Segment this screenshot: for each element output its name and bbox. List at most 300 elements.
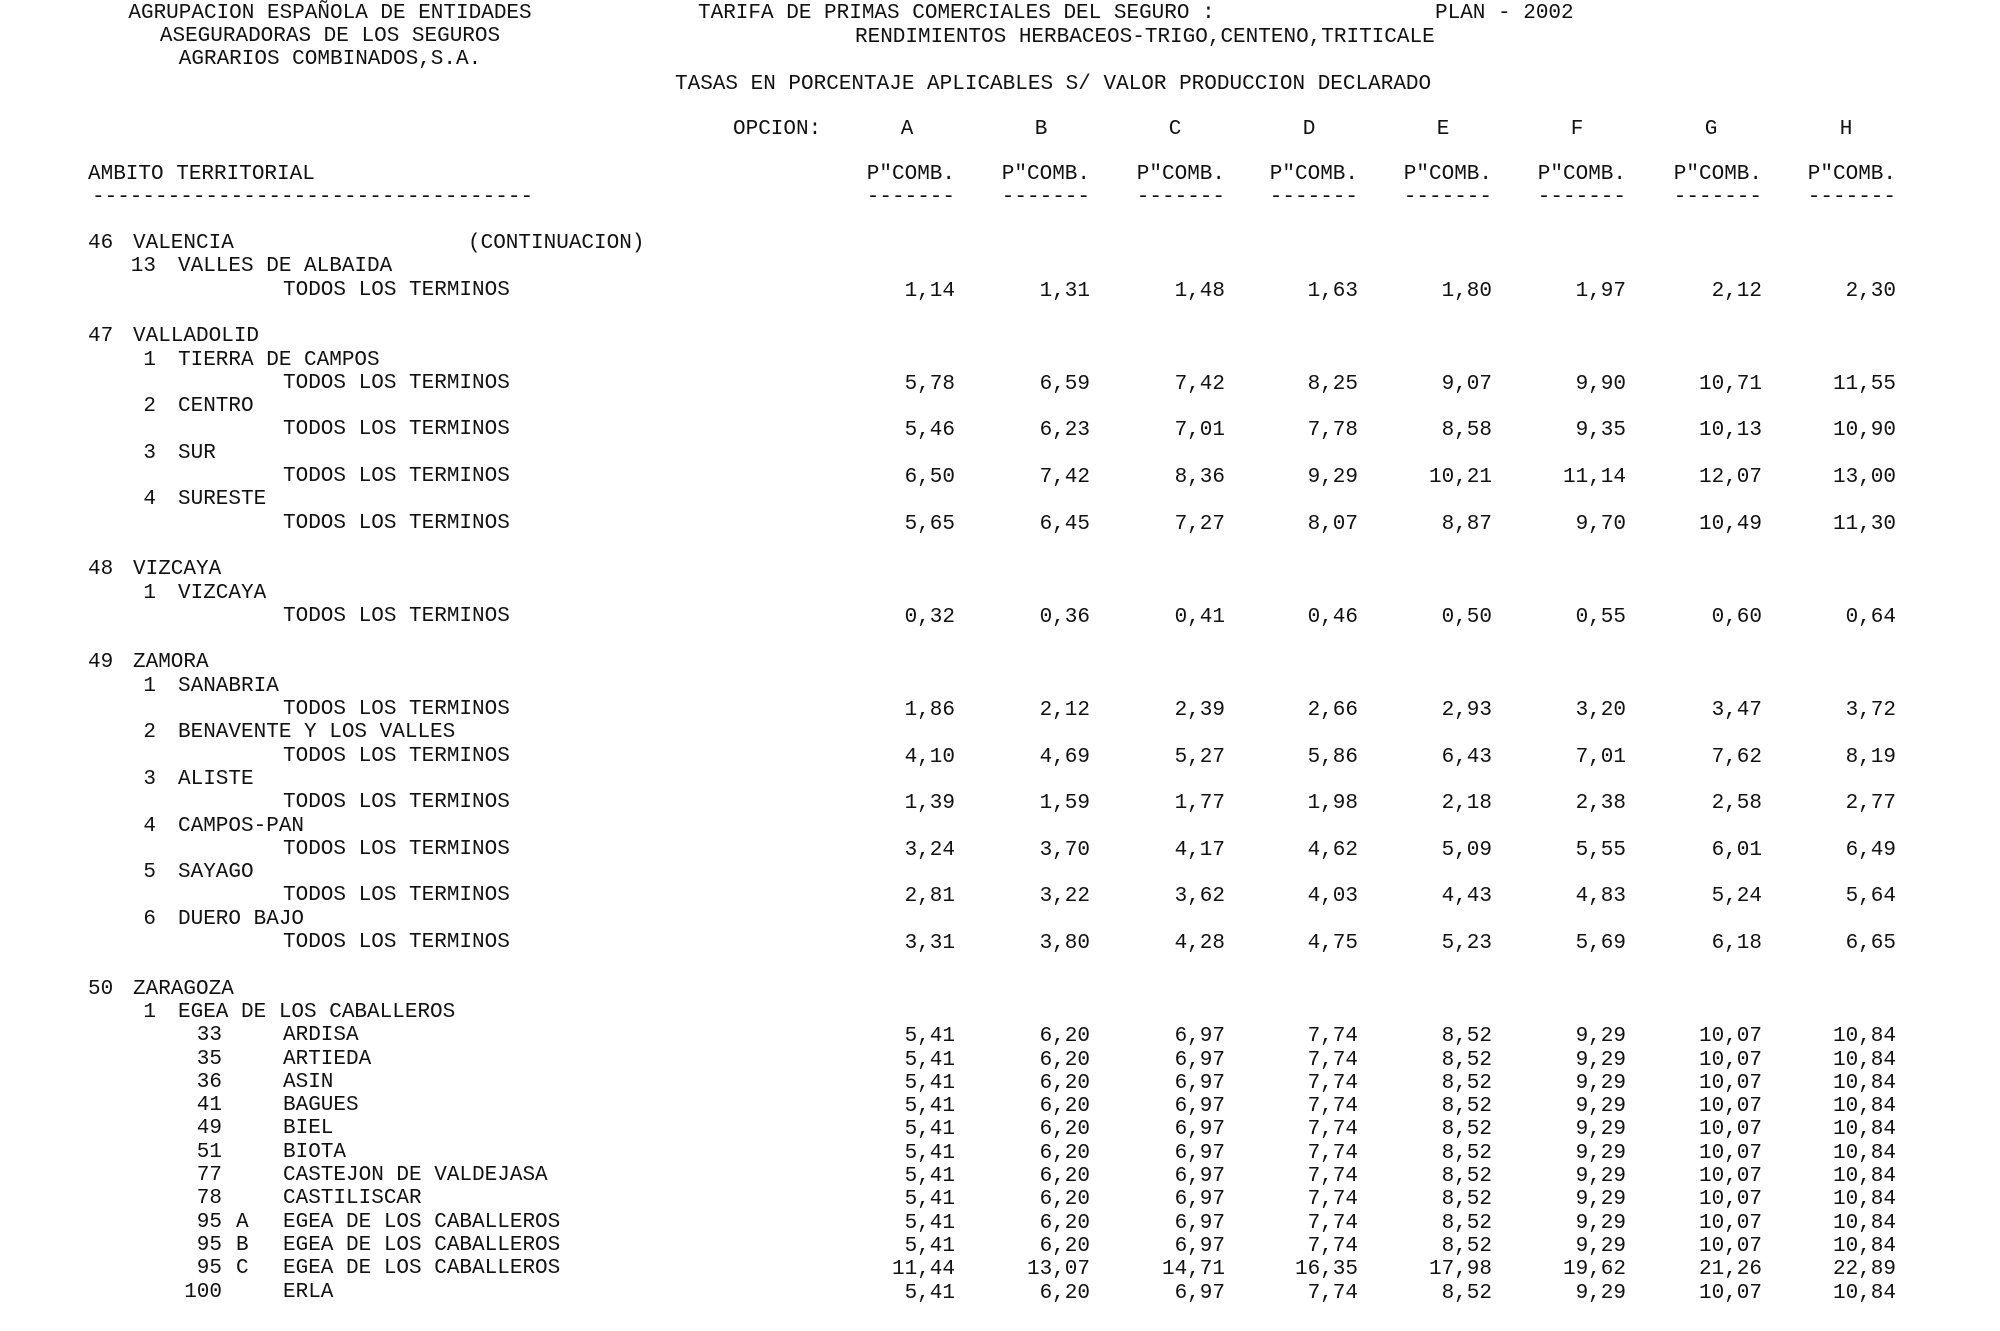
column-header: P"COMB. xyxy=(1136,163,1225,186)
rate-value-e: 8,52 xyxy=(1441,1071,1492,1095)
province-code: 46 xyxy=(88,232,114,255)
rate-value-c: 6,97 xyxy=(1174,1211,1225,1235)
rate-value-f: 9,29 xyxy=(1575,1118,1626,1142)
rate-value-b: 6,23 xyxy=(1039,419,1090,443)
rate-value-h: 2,77 xyxy=(1845,792,1896,816)
rate-value-b: 1,59 xyxy=(1039,792,1090,816)
province-name: VALENCIA xyxy=(133,232,234,255)
rate-value-f: 9,29 xyxy=(1575,1281,1626,1305)
comarca-code: 3 xyxy=(143,441,156,465)
rate-value-g: 10,07 xyxy=(1698,1025,1762,1049)
rate-value-b: 0,36 xyxy=(1039,605,1090,629)
rate-value-f: 7,01 xyxy=(1575,745,1626,769)
rate-value-c: 6,97 xyxy=(1174,1025,1225,1049)
rate-value-h: 5,64 xyxy=(1845,885,1896,909)
rate-value-e: 2,18 xyxy=(1441,792,1492,816)
rate-value-a: 1,39 xyxy=(904,792,955,816)
municipality-code: 77 xyxy=(196,1164,222,1187)
all-terms-label: TODOS LOS TERMINOS xyxy=(283,931,510,954)
all-terms-label: TODOS LOS TERMINOS xyxy=(283,371,510,395)
rate-value-b: 6,20 xyxy=(1039,1025,1090,1049)
rate-value-a: 5,41 xyxy=(904,1211,955,1235)
rate-value-c: 6,97 xyxy=(1174,1281,1225,1305)
rate-value-e: 0,50 xyxy=(1441,605,1492,629)
rate-value-f: 9,29 xyxy=(1575,1071,1626,1095)
rate-value-d: 4,75 xyxy=(1307,932,1358,955)
rate-value-d: 7,74 xyxy=(1307,1025,1358,1049)
comarca-name: BENAVENTE Y LOS VALLES xyxy=(178,721,456,745)
rate-value-e: 8,52 xyxy=(1441,1234,1492,1258)
option-letter-e: E xyxy=(1436,118,1450,141)
rate-value-d: 7,78 xyxy=(1307,419,1358,443)
province-name: VALLADOLID xyxy=(133,325,260,349)
option-letter-b: B xyxy=(1034,118,1048,141)
municipality-name: BIOTA xyxy=(283,1140,347,1164)
continuation-note: (CONTINUACION) xyxy=(468,232,645,255)
rate-value-b: 13,07 xyxy=(1026,1258,1090,1282)
comarca-code: 6 xyxy=(143,907,156,931)
rate-value-a: 11,44 xyxy=(891,1258,955,1282)
municipality-suffix: A xyxy=(236,1210,249,1234)
rate-value-g: 10,49 xyxy=(1698,512,1762,536)
municipality-suffix: C xyxy=(236,1257,249,1281)
comarca-name: EGEA DE LOS CABALLEROS xyxy=(178,1000,456,1024)
rate-value-b: 6,20 xyxy=(1039,1071,1090,1095)
rate-value-c: 8,36 xyxy=(1174,466,1225,489)
option-label: OPCION: xyxy=(733,118,822,141)
municipality-code: 35 xyxy=(196,1047,222,1071)
all-terms-label: TODOS LOS TERMINOS xyxy=(283,744,510,768)
column-header: P"COMB. xyxy=(1673,163,1762,186)
rate-value-a: 5,41 xyxy=(904,1048,955,1072)
all-terms-label: TODOS LOS TERMINOS xyxy=(283,511,510,535)
rate-value-b: 3,70 xyxy=(1039,838,1090,862)
rate-value-d: 4,62 xyxy=(1307,838,1358,862)
rate-value-g: 10,07 xyxy=(1698,1211,1762,1235)
rate-value-d: 7,74 xyxy=(1307,1188,1358,1212)
column-underline: ------- xyxy=(1673,186,1762,209)
rate-value-a: 4,10 xyxy=(904,745,955,769)
rate-value-d: 7,74 xyxy=(1307,1095,1358,1119)
rate-value-g: 10,07 xyxy=(1698,1118,1762,1142)
municipality-name: ASIN xyxy=(283,1070,334,1094)
province-name: ZAMORA xyxy=(133,651,209,675)
rate-value-d: 7,74 xyxy=(1307,1141,1358,1165)
rate-value-g: 3,47 xyxy=(1711,699,1762,722)
rate-value-d: 1,98 xyxy=(1307,792,1358,816)
rate-value-b: 6,20 xyxy=(1039,1211,1090,1235)
rate-value-f: 9,29 xyxy=(1575,1141,1626,1165)
rate-value-a: 5,41 xyxy=(904,1025,955,1049)
municipality-name: ERLA xyxy=(283,1280,334,1304)
rate-value-f: 9,29 xyxy=(1575,1188,1626,1212)
municipality-code: 95 xyxy=(196,1210,222,1234)
rate-value-g: 10,07 xyxy=(1698,1234,1762,1258)
rate-value-d: 7,74 xyxy=(1307,1211,1358,1235)
comarca-code: 1 xyxy=(143,674,156,698)
province-code: 50 xyxy=(88,977,114,1001)
municipality-code: 41 xyxy=(196,1094,222,1118)
municipality-code: 33 xyxy=(196,1024,222,1048)
rate-value-g: 10,13 xyxy=(1698,419,1762,443)
column-header: P"COMB. xyxy=(866,163,955,186)
rate-value-d: 2,66 xyxy=(1307,699,1358,722)
rate-value-g: 5,24 xyxy=(1711,885,1762,909)
rate-value-b: 6,20 xyxy=(1039,1095,1090,1119)
plan-label: PLAN - 2002 xyxy=(1435,2,1574,25)
rate-value-c: 6,97 xyxy=(1174,1071,1225,1095)
rate-value-e: 8,52 xyxy=(1441,1165,1492,1188)
rate-value-f: 9,29 xyxy=(1575,1211,1626,1235)
all-terms-label: TODOS LOS TERMINOS xyxy=(283,837,510,861)
ambito-territorial-label: AMBITO TERRITORIAL xyxy=(88,163,315,186)
rate-value-c: 6,97 xyxy=(1174,1188,1225,1212)
rate-value-b: 6,59 xyxy=(1039,372,1090,396)
rate-value-b: 6,20 xyxy=(1039,1281,1090,1305)
rate-value-c: 6,97 xyxy=(1174,1141,1225,1165)
rate-value-h: 10,84 xyxy=(1832,1095,1896,1119)
rate-value-g: 6,01 xyxy=(1711,838,1762,862)
rate-value-d: 7,74 xyxy=(1307,1048,1358,1072)
rate-value-f: 5,69 xyxy=(1575,932,1626,955)
rate-value-d: 8,07 xyxy=(1307,512,1358,536)
province-name: VIZCAYA xyxy=(133,558,222,582)
municipality-code: 100 xyxy=(184,1280,222,1304)
rate-value-e: 17,98 xyxy=(1428,1258,1492,1282)
comarca-code: 4 xyxy=(143,814,156,838)
column-header: P"COMB. xyxy=(1537,163,1626,186)
rate-value-e: 8,52 xyxy=(1441,1025,1492,1049)
rate-value-g: 2,12 xyxy=(1711,279,1762,303)
rate-value-e: 5,09 xyxy=(1441,838,1492,862)
comarca-name: SUR xyxy=(178,441,216,465)
rate-value-b: 6,20 xyxy=(1039,1048,1090,1072)
rate-value-f: 3,20 xyxy=(1575,699,1626,722)
comarca-name: DUERO BAJO xyxy=(178,907,305,931)
rate-value-a: 5,41 xyxy=(904,1071,955,1095)
rate-value-h: 10,84 xyxy=(1832,1234,1896,1258)
rate-value-e: 8,52 xyxy=(1441,1141,1492,1165)
rate-value-f: 9,70 xyxy=(1575,512,1626,536)
comarca-name: VIZCAYA xyxy=(178,581,267,605)
rate-value-a: 5,41 xyxy=(904,1095,955,1119)
rate-value-e: 2,93 xyxy=(1441,699,1492,722)
all-terms-label: TODOS LOS TERMINOS xyxy=(283,884,510,908)
municipality-name: BIEL xyxy=(283,1117,334,1141)
rate-value-c: 7,27 xyxy=(1174,512,1225,536)
rate-value-h: 10,84 xyxy=(1832,1071,1896,1095)
rate-value-e: 1,80 xyxy=(1441,279,1492,303)
rate-value-e: 4,43 xyxy=(1441,885,1492,909)
rate-value-a: 3,31 xyxy=(904,932,955,955)
comarca-code: 1 xyxy=(143,581,156,605)
comarca-code: 13 xyxy=(130,255,156,279)
rate-value-a: 2,81 xyxy=(904,885,955,909)
rate-value-d: 16,35 xyxy=(1294,1258,1358,1282)
option-letter-c: C xyxy=(1168,118,1182,141)
municipality-name: CASTILISCAR xyxy=(283,1187,422,1211)
rate-value-a: 5,41 xyxy=(904,1188,955,1212)
rate-value-c: 7,42 xyxy=(1174,372,1225,396)
rate-value-b: 6,20 xyxy=(1039,1234,1090,1258)
rate-value-f: 5,55 xyxy=(1575,838,1626,862)
column-header: P"COMB. xyxy=(1269,163,1358,186)
rate-value-f: 0,55 xyxy=(1575,605,1626,629)
rate-value-f: 2,38 xyxy=(1575,792,1626,816)
tariff-title: TARIFA DE PRIMAS COMERCIALES DEL SEGURO : xyxy=(698,2,1215,25)
municipality-code: 95 xyxy=(196,1233,222,1257)
all-terms-label: TODOS LOS TERMINOS xyxy=(283,418,510,442)
comarca-name: VALLES DE ALBAIDA xyxy=(178,255,393,279)
rate-value-a: 1,14 xyxy=(904,279,955,303)
municipality-name: EGEA DE LOS CABALLEROS xyxy=(283,1210,561,1234)
rate-value-g: 10,07 xyxy=(1698,1141,1762,1165)
rate-value-c: 7,01 xyxy=(1174,419,1225,443)
comarca-name: SURESTE xyxy=(178,488,267,512)
rate-value-f: 4,83 xyxy=(1575,885,1626,909)
rate-value-d: 7,74 xyxy=(1307,1071,1358,1095)
column-underline: ------- xyxy=(1136,186,1225,209)
province-code: 49 xyxy=(88,651,114,675)
province-code: 47 xyxy=(88,325,114,349)
rate-value-a: 5,41 xyxy=(904,1141,955,1165)
rate-value-g: 7,62 xyxy=(1711,745,1762,769)
comarca-code: 3 xyxy=(143,767,156,791)
column-underline: ------- xyxy=(1269,186,1358,209)
rate-value-g: 21,26 xyxy=(1698,1258,1762,1282)
rate-value-b: 6,20 xyxy=(1039,1165,1090,1188)
rate-value-c: 6,97 xyxy=(1174,1234,1225,1258)
option-letter-h: H xyxy=(1839,118,1853,141)
rate-value-g: 0,60 xyxy=(1711,605,1762,629)
rate-value-e: 5,23 xyxy=(1441,932,1492,955)
rate-value-h: 6,49 xyxy=(1845,838,1896,862)
municipality-code: 51 xyxy=(196,1140,222,1164)
rates-title: TASAS EN PORCENTAJE APLICABLES S/ VALOR PRODUCCION DECLARADO xyxy=(675,73,1432,96)
column-header: P"COMB. xyxy=(1403,163,1492,186)
org-name-line-2: ASEGURADORAS DE LOS SEGUROS xyxy=(159,25,501,48)
rate-value-d: 7,74 xyxy=(1307,1165,1358,1188)
municipality-name: ARTIEDA xyxy=(283,1047,372,1071)
rate-value-a: 5,65 xyxy=(904,512,955,536)
rate-value-f: 19,62 xyxy=(1562,1258,1626,1282)
rate-value-a: 5,41 xyxy=(904,1165,955,1188)
rate-value-e: 10,21 xyxy=(1428,466,1492,489)
comarca-name: SANABRIA xyxy=(178,674,279,698)
rate-value-f: 9,29 xyxy=(1575,1048,1626,1072)
all-terms-label: TODOS LOS TERMINOS xyxy=(283,278,510,302)
rate-value-c: 4,17 xyxy=(1174,838,1225,862)
rate-value-a: 1,86 xyxy=(904,699,955,722)
rate-value-f: 9,29 xyxy=(1575,1025,1626,1049)
rate-value-b: 6,20 xyxy=(1039,1188,1090,1212)
column-underline: ------- xyxy=(1001,186,1090,209)
rate-value-g: 10,07 xyxy=(1698,1048,1762,1072)
rate-value-e: 8,58 xyxy=(1441,419,1492,443)
option-letter-d: D xyxy=(1302,118,1316,141)
rate-value-c: 6,97 xyxy=(1174,1048,1225,1072)
rate-value-h: 8,19 xyxy=(1845,745,1896,769)
rate-value-d: 9,29 xyxy=(1307,466,1358,489)
municipality-name: CASTEJON DE VALDEJASA xyxy=(283,1164,548,1187)
column-header: P"COMB. xyxy=(1001,163,1090,186)
rate-value-g: 12,07 xyxy=(1698,466,1762,489)
municipality-name: EGEA DE LOS CABALLEROS xyxy=(283,1257,561,1281)
rate-value-c: 6,97 xyxy=(1174,1165,1225,1188)
column-underline: ------- xyxy=(866,186,955,209)
comarca-code: 4 xyxy=(143,488,156,512)
rate-value-h: 10,84 xyxy=(1832,1118,1896,1142)
rate-value-g: 10,07 xyxy=(1698,1188,1762,1212)
rate-value-b: 4,69 xyxy=(1039,745,1090,769)
municipality-name: BAGUES xyxy=(283,1094,359,1118)
rate-value-g: 6,18 xyxy=(1711,932,1762,955)
rate-value-a: 3,24 xyxy=(904,838,955,862)
rate-value-b: 6,20 xyxy=(1039,1141,1090,1165)
rate-value-c: 1,77 xyxy=(1174,792,1225,816)
rate-value-h: 10,84 xyxy=(1832,1025,1896,1049)
rate-value-g: 10,07 xyxy=(1698,1095,1762,1119)
option-letter-g: G xyxy=(1704,118,1718,141)
rate-value-c: 14,71 xyxy=(1161,1258,1225,1282)
rate-value-d: 0,46 xyxy=(1307,605,1358,629)
rate-value-c: 6,97 xyxy=(1174,1095,1225,1119)
rate-value-d: 7,74 xyxy=(1307,1118,1358,1142)
rate-value-h: 10,84 xyxy=(1832,1048,1896,1072)
municipality-code: 36 xyxy=(196,1070,222,1094)
option-letter-a: A xyxy=(900,118,914,141)
rate-value-a: 5,78 xyxy=(904,372,955,396)
rate-value-d: 7,74 xyxy=(1307,1281,1358,1305)
rate-value-c: 1,48 xyxy=(1174,279,1225,303)
rate-value-h: 10,84 xyxy=(1832,1281,1896,1305)
rate-value-e: 8,87 xyxy=(1441,512,1492,536)
rate-value-a: 5,41 xyxy=(904,1118,955,1142)
municipality-code: 78 xyxy=(196,1187,222,1211)
comarca-code: 5 xyxy=(143,861,156,885)
rate-value-g: 2,58 xyxy=(1711,792,1762,816)
rate-value-c: 0,41 xyxy=(1174,605,1225,629)
rate-value-c: 6,97 xyxy=(1174,1118,1225,1142)
rate-value-e: 8,52 xyxy=(1441,1048,1492,1072)
rate-value-f: 9,29 xyxy=(1575,1165,1626,1188)
province-name: ZARAGOZA xyxy=(133,977,234,1001)
rate-value-c: 2,39 xyxy=(1174,699,1225,722)
rate-value-d: 4,03 xyxy=(1307,885,1358,909)
rate-value-c: 5,27 xyxy=(1174,745,1225,769)
rate-value-h: 10,90 xyxy=(1832,419,1896,443)
comarca-name: CAMPOS-PAN xyxy=(178,814,305,838)
document-subtitle: RENDIMIENTOS HERBACEOS-TRIGO,CENTENO,TRITICALE xyxy=(855,26,1435,49)
province-code: 48 xyxy=(88,558,114,582)
municipality-suffix: B xyxy=(236,1233,249,1257)
all-terms-label: TODOS LOS TERMINOS xyxy=(283,604,510,628)
comarca-name: ALISTE xyxy=(178,767,254,791)
rate-value-c: 4,28 xyxy=(1174,932,1225,955)
rate-value-f: 9,29 xyxy=(1575,1234,1626,1258)
rate-value-f: 11,14 xyxy=(1562,466,1626,489)
rate-value-d: 5,86 xyxy=(1307,745,1358,769)
all-terms-label: TODOS LOS TERMINOS xyxy=(283,698,510,721)
municipality-code: 49 xyxy=(196,1117,222,1141)
rate-value-a: 5,46 xyxy=(904,419,955,443)
rate-value-d: 8,25 xyxy=(1307,372,1358,396)
rate-value-h: 6,65 xyxy=(1845,932,1896,955)
rate-value-b: 6,20 xyxy=(1039,1118,1090,1142)
rate-value-h: 2,30 xyxy=(1845,279,1896,303)
rate-value-h: 10,84 xyxy=(1832,1211,1896,1235)
rate-value-h: 10,84 xyxy=(1832,1188,1896,1212)
rate-value-b: 2,12 xyxy=(1039,699,1090,722)
rate-value-d: 1,63 xyxy=(1307,279,1358,303)
all-terms-label: TODOS LOS TERMINOS xyxy=(283,465,510,488)
rate-value-b: 3,80 xyxy=(1039,932,1090,955)
org-name-line-1: AGRUPACION ESPAÑOLA DE ENTIDADES xyxy=(128,2,532,25)
rate-value-f: 9,29 xyxy=(1575,1095,1626,1119)
rate-value-e: 8,52 xyxy=(1441,1095,1492,1119)
rate-value-e: 6,43 xyxy=(1441,745,1492,769)
option-letter-f: F xyxy=(1570,118,1584,141)
rate-value-c: 3,62 xyxy=(1174,885,1225,909)
comarca-code: 1 xyxy=(143,348,156,372)
rate-value-a: 6,50 xyxy=(904,466,955,489)
rate-value-f: 9,90 xyxy=(1575,372,1626,396)
rate-value-e: 8,52 xyxy=(1441,1188,1492,1212)
comarca-name: TIERRA DE CAMPOS xyxy=(178,348,380,372)
column-underline: ------- xyxy=(1537,186,1626,209)
rate-value-h: 10,84 xyxy=(1832,1141,1896,1165)
comarca-code: 1 xyxy=(143,1000,156,1024)
rate-value-a: 5,41 xyxy=(904,1234,955,1258)
comarca-name: CENTRO xyxy=(178,395,254,419)
comarca-name: SAYAGO xyxy=(178,861,254,885)
municipality-code: 95 xyxy=(196,1257,222,1281)
rate-value-g: 10,71 xyxy=(1698,372,1762,396)
column-underline: ------- xyxy=(1807,186,1896,209)
rate-value-f: 1,97 xyxy=(1575,279,1626,303)
rate-value-h: 13,00 xyxy=(1832,466,1896,489)
org-name-line-3: AGRARIOS COMBINADOS,S.A. xyxy=(178,48,482,71)
rate-value-h: 11,30 xyxy=(1832,512,1896,536)
rate-value-a: 5,41 xyxy=(904,1281,955,1305)
comarca-code: 2 xyxy=(143,395,156,419)
rate-value-b: 3,22 xyxy=(1039,885,1090,909)
rate-value-h: 11,55 xyxy=(1832,372,1896,396)
municipality-name: EGEA DE LOS CABALLEROS xyxy=(283,1233,561,1257)
rate-value-e: 8,52 xyxy=(1441,1281,1492,1305)
rate-value-e: 9,07 xyxy=(1441,372,1492,396)
rate-value-e: 8,52 xyxy=(1441,1118,1492,1142)
all-terms-label: TODOS LOS TERMINOS xyxy=(283,791,510,815)
column-header: P"COMB. xyxy=(1807,163,1896,186)
rate-value-g: 10,07 xyxy=(1698,1165,1762,1188)
rate-value-b: 1,31 xyxy=(1039,279,1090,303)
rate-value-b: 6,45 xyxy=(1039,512,1090,536)
rate-value-g: 10,07 xyxy=(1698,1281,1762,1305)
rate-value-h: 10,84 xyxy=(1832,1165,1896,1188)
column-underline: ------- xyxy=(1403,186,1492,209)
comarca-code: 2 xyxy=(143,721,156,745)
rate-value-f: 9,35 xyxy=(1575,419,1626,443)
rate-value-b: 7,42 xyxy=(1039,466,1090,489)
rate-value-e: 8,52 xyxy=(1441,1211,1492,1235)
rate-value-a: 0,32 xyxy=(904,605,955,629)
rate-value-d: 7,74 xyxy=(1307,1234,1358,1258)
municipality-name: ARDISA xyxy=(283,1024,359,1048)
rate-value-h: 3,72 xyxy=(1845,699,1896,722)
rate-value-h: 22,89 xyxy=(1832,1258,1896,1282)
ambito-underline: ----------------------------------- xyxy=(92,186,534,209)
